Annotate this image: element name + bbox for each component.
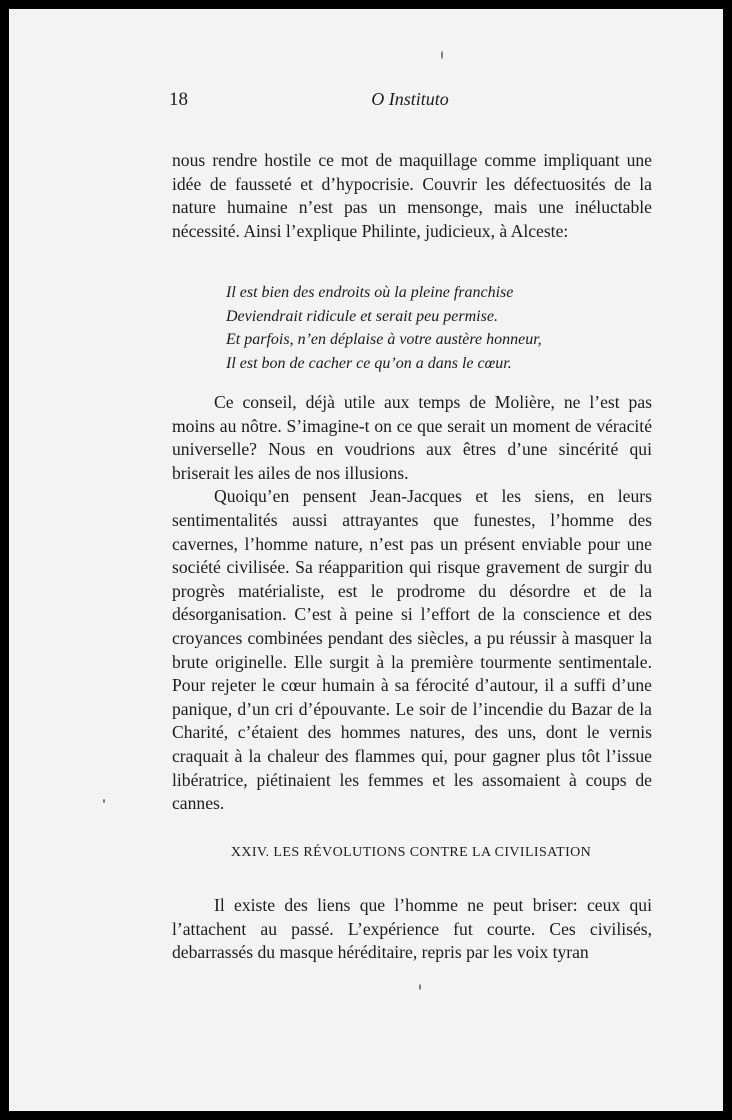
verse-line: Il est bien des endroits où la pleine franchise: [226, 284, 514, 301]
verse-quote: [226, 281, 646, 375]
book-page: [9, 9, 723, 1111]
paragraph-4-text: Il existe des liens que l’homme ne peut briser: ceux qui l’attachent au passé. L’expérience fut courte. Ces civilisés, debarrassés du masque héréditaire, repris par les voix tyran: [172, 895, 652, 963]
paper-speck: [441, 51, 443, 59]
paragraph-3-text: Quoiqu’en pensent Jean-Jacques et les siens, en leurs sentimentalités aussi attrayantes que funestes, l’homme des cavernes, l’homme nature, n’est pas un présent enviable pour une société civilisée. Sa réapparition qui risque gravement de surgir du progrès matérialiste, est le prodrome du désordre et de la désorganisation. C’est à peine si l’effort de la conscience et des croyances combinées pendant des siècles, a pu réussir à masquer la brute originelle. Elle surgit à la première tourmente sentimentale. Pour rejeter le cœur humain à sa férocité d’autour, il a suffi d’une panique, d’un cri d’épouvante. Le soir de l’incendie du Bazar de la Charité, c’étaient des hommes natures, des uns, dont le vernis craquait à la chaleur des flammes qui, pour gagner plus tôt l’issue libératrice, piétinaient les femmes et les assomaient à coups de cannes.: [172, 486, 652, 814]
section-title: XXIV. LES RÉVOLUTIONS CONTRE LA CIVILISATION: [230, 845, 592, 860]
paper-speck: [103, 799, 105, 803]
paragraph-2-text: Ce conseil, déjà utile aux temps de Molière, ne l’est pas moins au nôtre. S’imagine-t on ce que serait un moment de véracité universelle? Nous en voudrions aux êtres d’une sincérité qui briserait les ailes de nos illusions.: [172, 392, 652, 483]
page-header: [169, 89, 651, 119]
running-title: O Instituto: [371, 89, 449, 109]
paragraph-1: [172, 149, 652, 243]
paragraphs-2-3: [172, 391, 652, 816]
verse-line: Il est bon de cacher ce qu’on a dans le cœur.: [226, 354, 512, 372]
page-number: 18: [169, 89, 188, 110]
paragraph-4: [172, 894, 652, 965]
verse-line: Et parfois, n’en déplaise à votre austère honneur,: [226, 331, 542, 348]
paper-speck: [419, 984, 421, 990]
verse-line: Deviendrait ridicule et serait peu permise.: [226, 307, 498, 325]
paragraph-1-text: nous rendre hostile ce mot de maquillage comme impliquant une idée de fausseté et d’hypocrisie. Couvrir les défectuosités de la nature humaine n’est pas un mensonge, mais une inéluctable nécessité. Ainsi l’explique Philinte, judicieux, à Alceste:: [172, 150, 652, 241]
